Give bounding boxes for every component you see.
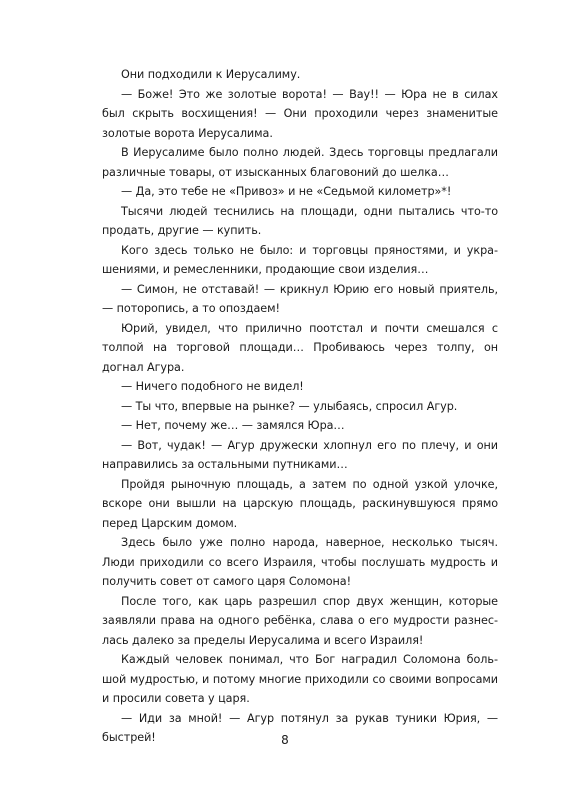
paragraph: — Ничего подобного не видел! bbox=[121, 380, 304, 393]
paragraph: — Ты что, впервые на рынке? — улыбаясь, спросил Агур. bbox=[121, 399, 458, 413]
body-text bbox=[102, 65, 498, 748]
paragraph: — Боже! Это же золотые ворота! — Вау!! — Юра не в силах был скрыть восхищения! — Они проходили через знаменитые золотые ворота Иерусалима. bbox=[102, 87, 498, 140]
paragraph: Кого здесь только не было: и торговцы пряностями, и украшениями, и ремесленники, продающие свои изделия… bbox=[102, 243, 498, 276]
paragraph: Тысячи людей теснились на площади, одни пытались что-то продать, другие — купить. bbox=[102, 204, 498, 237]
paragraph: — Нет, почему же… — замялся Юра… bbox=[121, 419, 345, 432]
page-number: 8 bbox=[281, 733, 289, 747]
paragraph: Пройдя рыночную площадь, а затем по одной узкой улочке, вскоре они вышли на царскую площадь, раскинувшуюся прямо перед Царским домом. bbox=[102, 477, 498, 530]
paragraph: В Иерусалиме было полно людей. Здесь торговцы предлагали различные товары, от изысканных благовоний до шелка… bbox=[102, 146, 498, 179]
paragraph: После того, как царь разрешил спор двух женщин, которые заявляли права на одного ребёнка, слава о его мудрости разнеслась далеко за пределы Иерусалима и всего Израиля! bbox=[102, 594, 498, 647]
paragraph: Каждый человек понимал, что Бог наградил Соломона большой мудростью, и потому многие приходили со своими вопросами и просили совета у царя. bbox=[102, 653, 498, 705]
paragraph: — Вот, чудак! — Агур дружески хлопнул его по плечу, и они направились за остальными путниками… bbox=[102, 438, 498, 471]
paragraph: Юрий, увидел, что прилично поотстал и почти смешался с толпой на торговой площади… Пробиваюсь через толпу, он догнал Агура. bbox=[102, 321, 498, 374]
paragraph: — Иди за мной! — Агур потянул за рукав туники Юрия, — быстрей! bbox=[102, 711, 498, 744]
paragraph: Здесь было уже полно народа, наверное, несколько тысяч. Люди приходили со всего Израиля, чтобы послушать мудрость и получить совет от самого царя Соломона! bbox=[102, 536, 498, 588]
paragraph: — Да, это тебе не «Привоз» и не «Седьмой километр»*! bbox=[121, 185, 452, 198]
paragraph: Они подходили к Иерусалиму. bbox=[121, 68, 301, 81]
paragraph: — Симон, не отставай! — крикнул Юрию его новый приятель, — поторопись, а то опоздаем! bbox=[102, 282, 498, 315]
